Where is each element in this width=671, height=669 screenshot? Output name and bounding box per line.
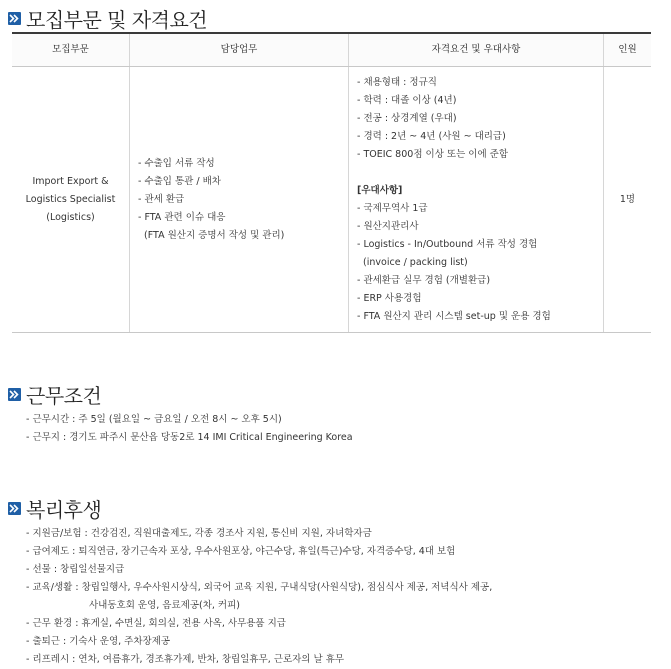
list-item: - 수출입 통관 / 배차 (138, 175, 221, 187)
list-item: - 수출입 서류 작성 (138, 157, 215, 169)
list-item: - FTA 원산지 관리 시스템 set-up 및 운용 경험 (357, 310, 551, 322)
conditions-section-header (8, 380, 101, 409)
division-line: (Logistics) (46, 211, 95, 223)
list-item: - 전공 : 상경계열 (우대) (357, 112, 457, 124)
list-item: - 출퇴근 : 기숙사 운영, 주차장제공 (26, 636, 171, 647)
division-line: Import Export & (32, 175, 109, 187)
welfare-list (26, 525, 492, 669)
list-item: - 국제무역사 1급 (357, 202, 428, 214)
list-item: - 근무지 : 경기도 파주시 문산읍 당동2로 14 IMI Critical Engineering Korea (26, 432, 353, 443)
section-title: 복리후생 (26, 498, 102, 522)
list-item: - 학력 : 대졸 이상 (4년) (357, 94, 457, 106)
list-item: - FTA 관련 이슈 대응 (138, 211, 226, 223)
list-item: - 원산지관리사 (357, 220, 419, 232)
preferred-title: [우대사항] (357, 184, 403, 196)
table-row (12, 67, 651, 333)
header-tasks: 담당업무 (130, 33, 349, 67)
tasks-list (138, 155, 348, 245)
list-item: - 근무시간 : 주 5일 (월요일 ~ 금요일 / 오전 8시 ~ 오후 5시) (26, 414, 282, 425)
list-item: - 급여제도 : 퇴직연금, 장기근속자 포상, 우수사원포상, 야근수당, 휴일(특근)수당, 자격증수당, 4대 보험 (26, 546, 456, 557)
header-qualifications: 자격요건 및 우대사항 (349, 33, 604, 67)
list-item: - 선물 : 창립일선물지급 (26, 564, 125, 575)
qualifications-cell (349, 67, 604, 333)
division-line: Logistics Specialist (25, 193, 116, 205)
list-item: (invoice / packing list) (357, 256, 468, 268)
list-item: - 관세 환급 (138, 193, 185, 205)
tasks-cell (130, 67, 349, 333)
list-item: - 관세환급 실무 경험 (개별환급) (357, 274, 491, 286)
division-cell (12, 67, 130, 333)
list-item: - 지원금/보험 : 건강검진, 직원대출제도, 각종 경조사 지원, 통신비 지원, 자녀학자금 (26, 528, 372, 539)
header-division: 모집부문 (12, 33, 130, 67)
requirements-table (12, 32, 651, 333)
list-item: - 근무 환경 : 휴게실, 수면실, 회의실, 전용 사옥, 사무용품 지급 (26, 618, 286, 629)
list-item: - ERP 사용경험 (357, 292, 422, 304)
requirements-list (357, 74, 603, 164)
section-title: 모집부문 및 자격요건 (26, 8, 208, 32)
list-item: - TOEIC 800점 이상 또는 이에 준함 (357, 148, 508, 160)
list-item: - Logistics - In/Outbound 서류 작성 경험 (357, 238, 538, 250)
count-cell: 1명 (604, 67, 652, 333)
list-item: 사내동호회 운영, 음료제공(차, 커피) (89, 600, 240, 611)
conditions-list (26, 411, 353, 447)
welfare-section-header (8, 494, 101, 523)
preferred-list (357, 200, 603, 326)
double-chevron-right-icon (8, 12, 21, 25)
list-item: - 리프레시 : 연차, 여름휴가, 경조휴가제, 반차, 창립일휴무, 근로자의 날 휴무 (26, 654, 345, 665)
table-header-row (12, 33, 651, 67)
double-chevron-right-icon (8, 388, 21, 401)
list-item: - 채용형태 : 정규직 (357, 76, 437, 88)
list-item: - 경력 : 2년 ~ 4년 (사원 ~ 대리급) (357, 130, 506, 142)
double-chevron-right-icon (8, 502, 21, 515)
list-item: (FTA 원산지 증명서 작성 및 관리) (138, 229, 285, 241)
header-count: 인원 (604, 33, 652, 67)
recruit-section-header (8, 4, 207, 33)
list-item: - 교육/생활 : 창립일행사, 우수사원시상식, 외국어 교육 지원, 구내식당(사원식당), 점심식사 제공, 저녁식사 제공, (26, 582, 493, 593)
section-title: 근무조건 (26, 384, 102, 408)
